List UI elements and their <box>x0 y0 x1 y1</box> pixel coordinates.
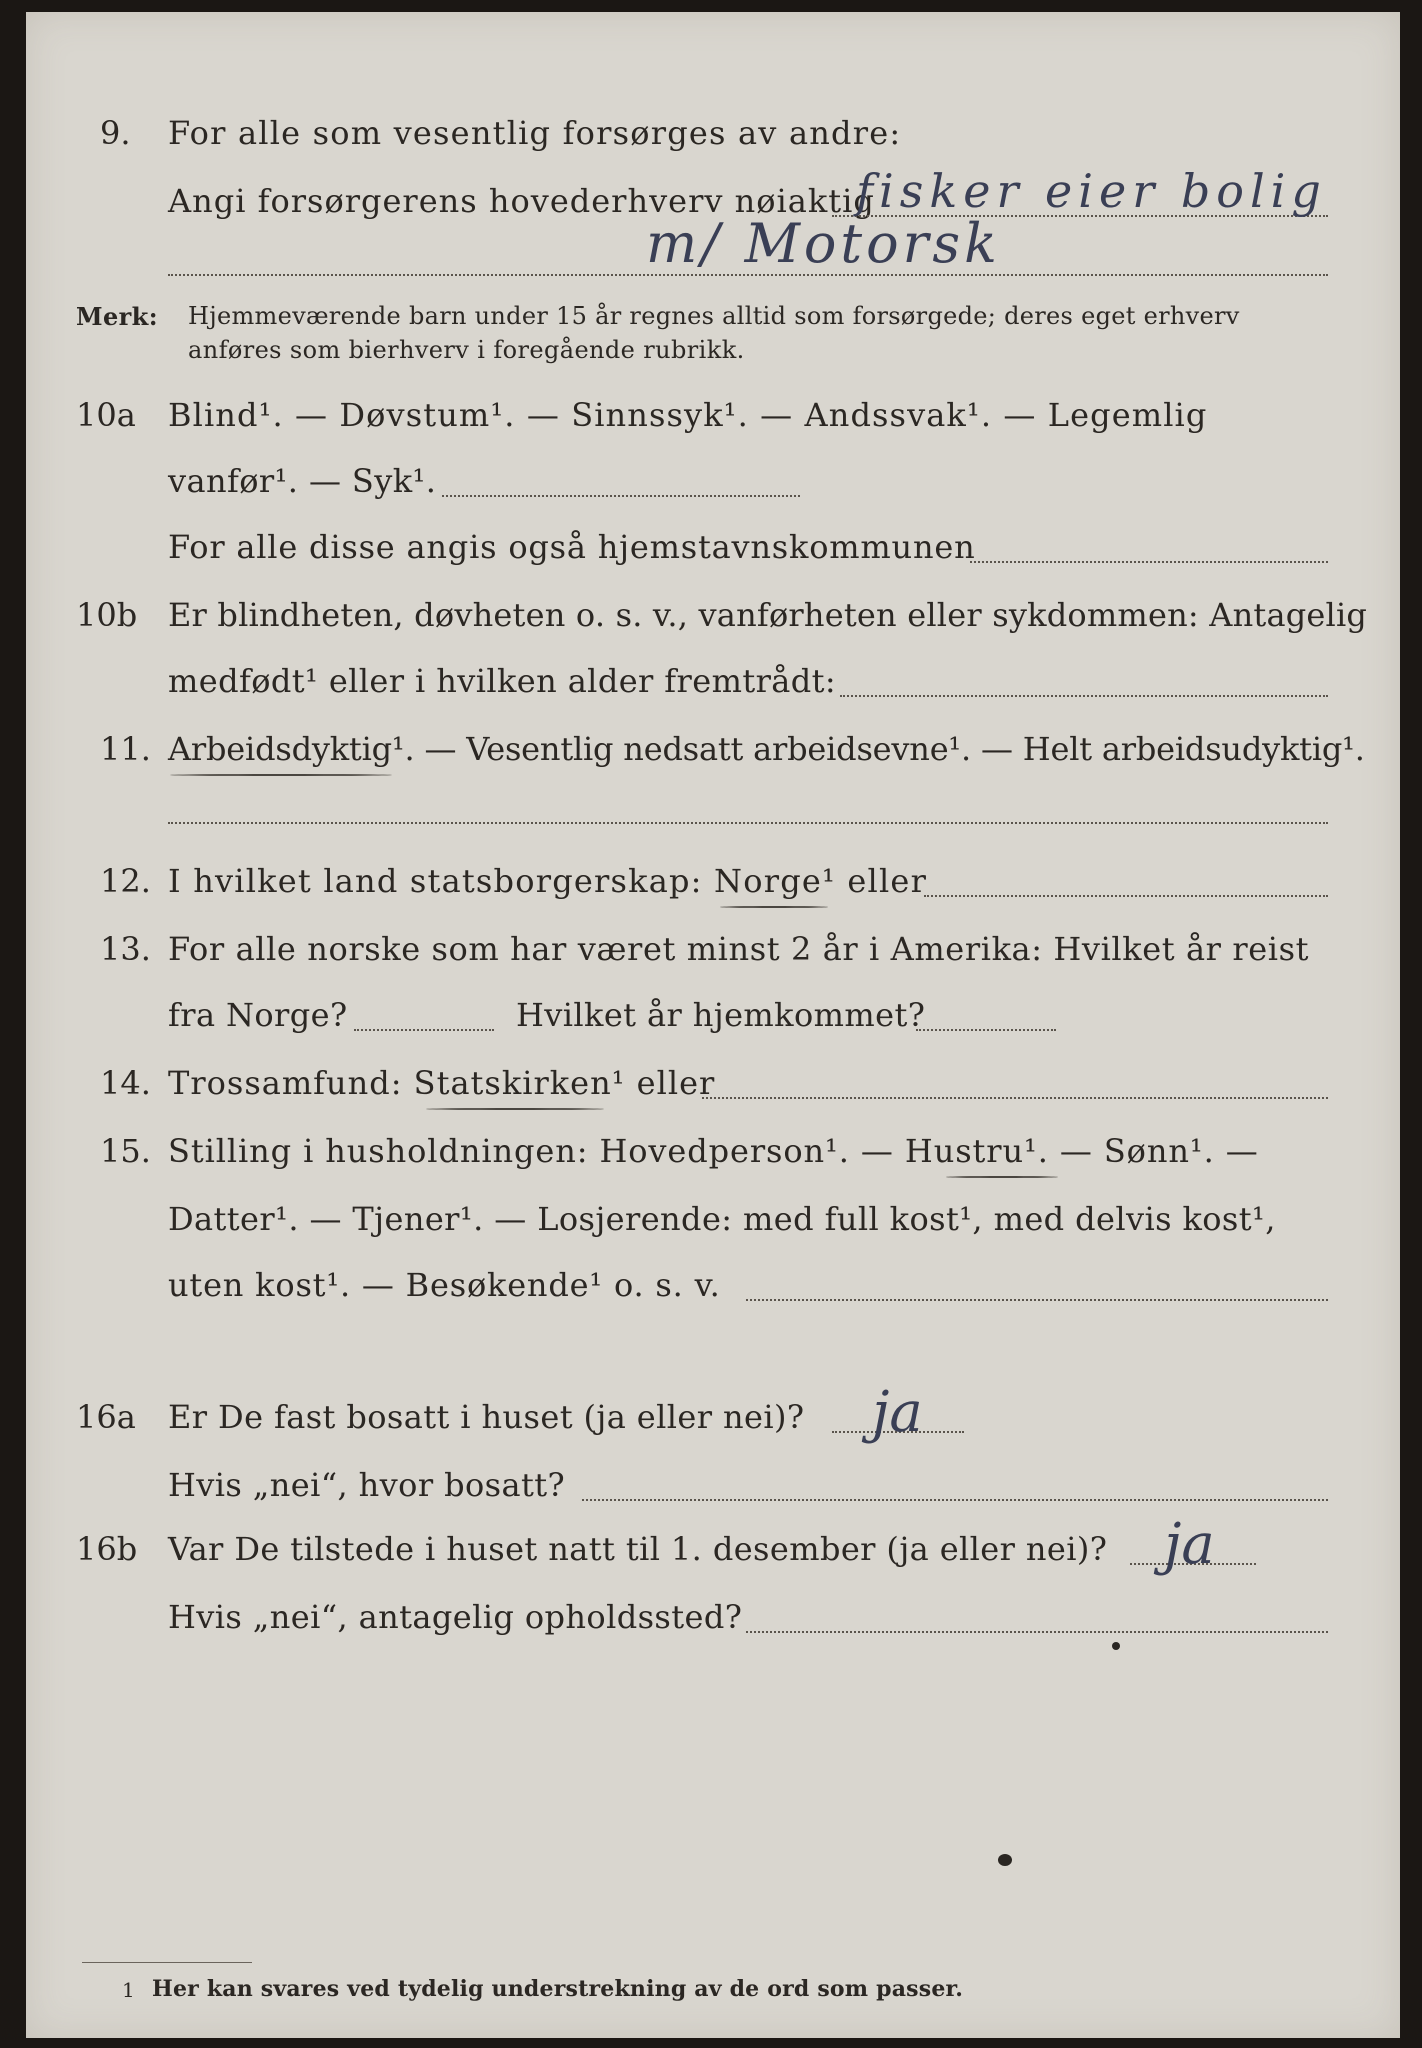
q9-number: 9. <box>100 114 131 152</box>
q16a-number: 16a <box>76 1398 136 1436</box>
q9-line2: Angi forsørgerens hovederhverv nøiaktig <box>168 182 875 220</box>
ink-speck <box>1112 1642 1120 1650</box>
q14-underline-statskirken <box>426 1108 604 1110</box>
q15-underline-hustru <box>946 1176 1058 1178</box>
footnote-mark: 1 <box>122 1978 136 2002</box>
q10b-line2: medfødt¹ eller i hvilken alder fremtrådt: <box>168 662 837 700</box>
q15-answer-line <box>746 1299 1328 1301</box>
merk-line2: anføres som bierhverv i foregående rubrikk. <box>188 336 745 364</box>
q12-answer-line <box>924 895 1328 897</box>
q16a-handwritten-answer: ja <box>872 1380 923 1445</box>
q16b-line1: Var De tilstede i huset natt til 1. desember (ja eller nei)? <box>168 1530 1108 1568</box>
q14-answer-line <box>702 1097 1328 1099</box>
q13-answer-line1 <box>354 1029 494 1031</box>
merk-line1: Hjemmeværende barn under 15 år regnes alltid som forsørgede; deres eget erhverv <box>188 302 1240 330</box>
q13-line1: For alle norske som har været minst 2 år i Amerika: Hvilket år reist <box>168 930 1310 968</box>
q16a-answer-line2 <box>582 1499 1328 1501</box>
ink-blot <box>998 1854 1012 1866</box>
q10a-line1: Blind¹. — Døvstum¹. — Sinnssyk¹. — Andssvak¹. — Legemlig <box>168 396 1208 434</box>
q11-underline-arbeidsdyktig <box>170 774 392 776</box>
footnote-rule <box>82 1962 252 1963</box>
q13-answer-line2 <box>916 1029 1056 1031</box>
q13-number: 13. <box>100 930 151 968</box>
census-form-page <box>26 12 1400 2038</box>
q15-line1: Stilling i husholdningen: Hovedperson¹. — Hustru¹. — Sønn¹. — <box>168 1132 1259 1170</box>
q14-number: 14. <box>100 1064 151 1102</box>
q13-line2a: fra Norge? <box>168 996 348 1034</box>
q13-line2b: Hvilket år hjemkommet? <box>516 996 926 1034</box>
q16a-line1: Er De fast bosatt i huset (ja eller nei)? <box>168 1398 805 1436</box>
q16b-line2: Hvis „nei“, antagelig opholdssted? <box>168 1598 743 1636</box>
q10a-number: 10a <box>76 396 136 434</box>
q15-line2: Datter¹. — Tjener¹. — Losjerende: med full kost¹, med delvis kost¹, <box>168 1200 1276 1238</box>
q10b-number: 10b <box>76 596 138 634</box>
q16a-line2: Hvis „nei“, hvor bosatt? <box>168 1466 566 1504</box>
q11-answer-line <box>168 822 1328 824</box>
q16b-handwritten-answer: ja <box>1164 1512 1215 1577</box>
q11-line1: Arbeidsdyktig¹. — Vesentlig nedsatt arbeidsevne¹. — Helt arbeidsudyktig¹. <box>168 730 1365 768</box>
q12-underline-norge <box>720 906 828 908</box>
merk-label: Merk: <box>76 302 158 331</box>
q9-line1: For alle som vesentlig forsørges av andre: <box>168 114 902 152</box>
q16b-answer-line2 <box>746 1631 1328 1633</box>
q10a-line2: vanfør¹. — Syk¹. <box>168 462 437 500</box>
q15-line3: uten kost¹. — Besøkende¹ o. s. v. <box>168 1266 721 1304</box>
q11-number: 11. <box>100 730 151 768</box>
q9-handwritten-answer1: fisker eier bolig <box>856 164 1327 218</box>
footnote-text: Her kan svares ved tydelig understrekning av de ord som passer. <box>152 1976 964 2002</box>
q15-number: 15. <box>100 1132 151 1170</box>
q10b-line1: Er blindheten, døvheten o. s. v., vanførheten eller sykdommen: Antagelig <box>168 596 1368 634</box>
q10b-answer-line <box>840 695 1328 697</box>
q9-handwritten-answer2: m/ Motorsk <box>646 212 1001 275</box>
q10a-answer-line <box>442 495 800 497</box>
q12-line1: I hvilket land statsborgerskap: Norge¹ eller <box>168 862 928 900</box>
q10a-line3: For alle disse angis også hjemstavnskommunen <box>168 528 976 566</box>
q14-line1: Trossamfund: Statskirken¹ eller <box>168 1064 716 1102</box>
q16b-number: 16b <box>76 1530 138 1568</box>
q12-number: 12. <box>100 862 151 900</box>
q10a-answer-line2 <box>970 561 1328 563</box>
